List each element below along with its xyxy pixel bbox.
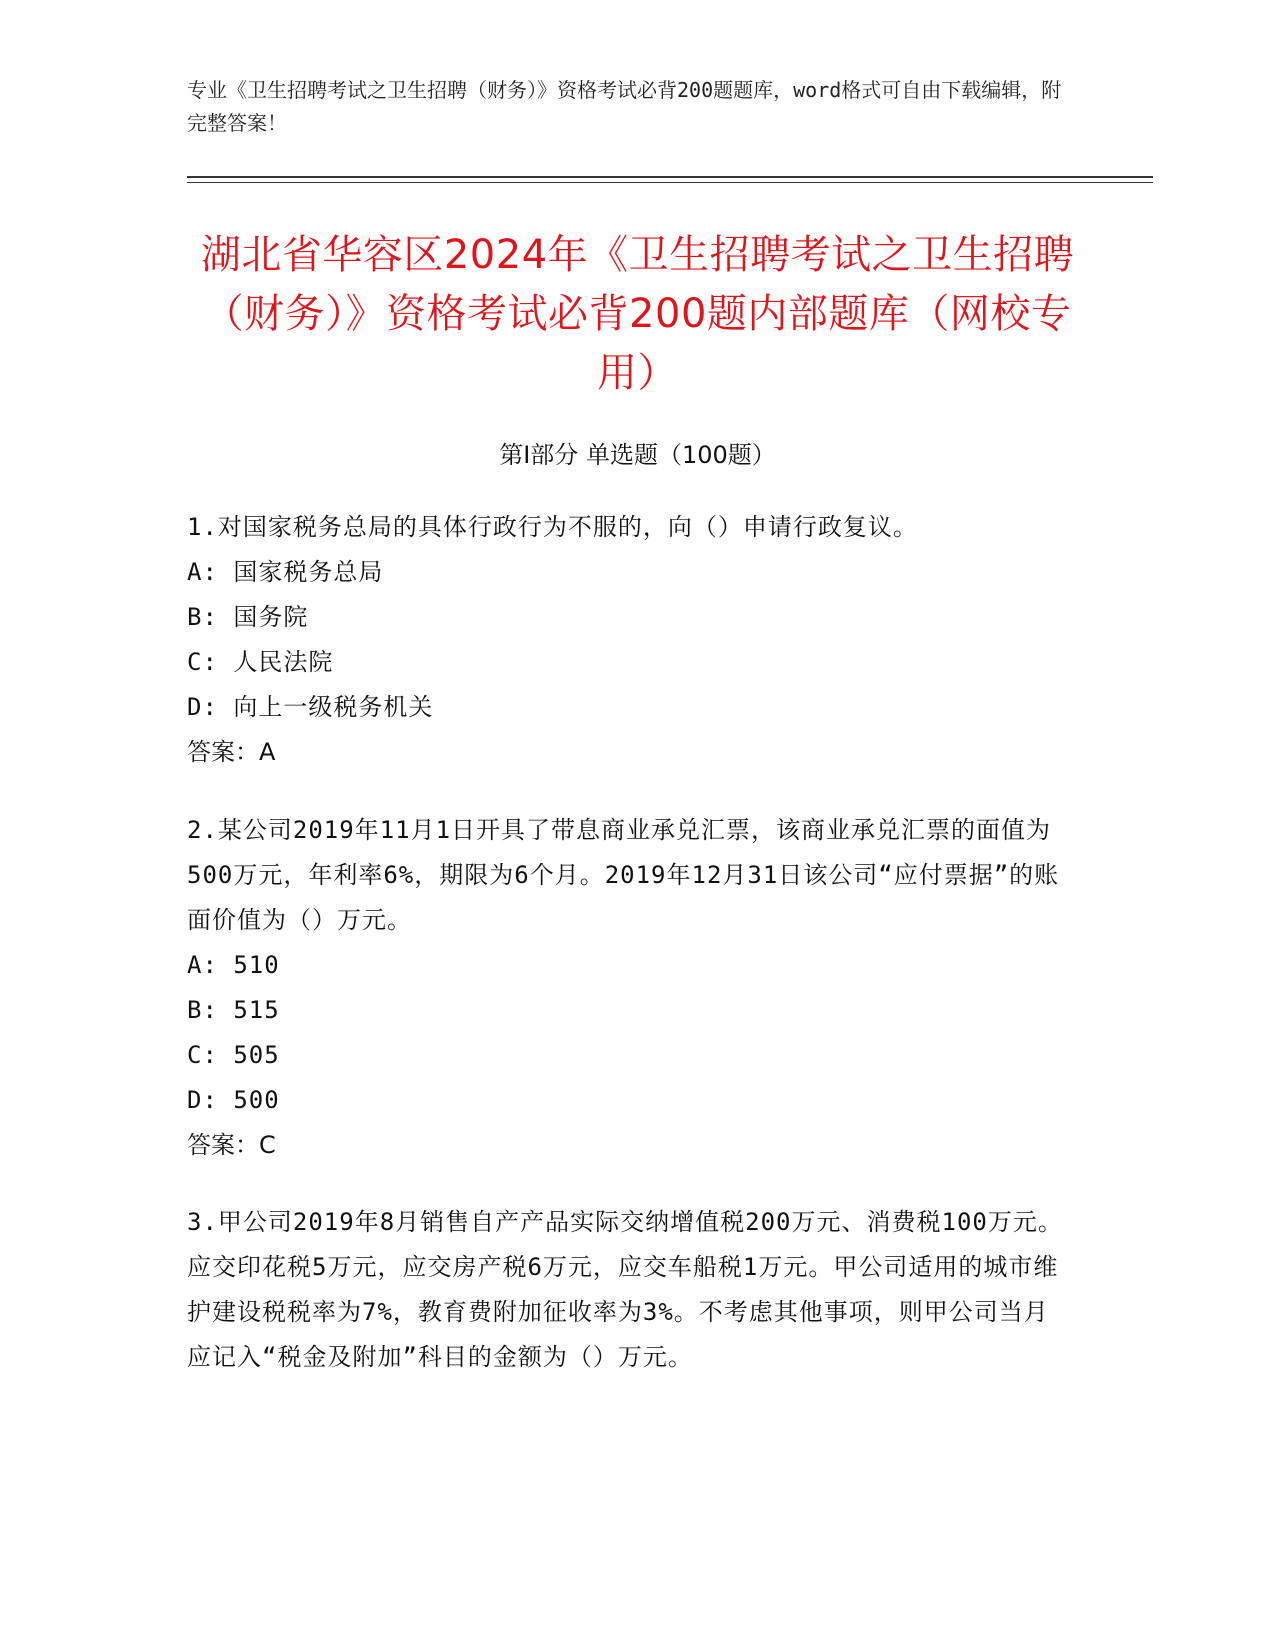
answer-line: 答案：C	[187, 1131, 276, 1159]
header-note: 专业《卫生招聘考试之卫生招聘（财务）》资格考试必背200题题库，word格式可自由下载编辑，附完整答案！	[187, 78, 1062, 135]
question-1	[187, 505, 1067, 775]
option-b: B: 515	[187, 996, 280, 1024]
section-heading: 第I部分 单选题（100题）	[499, 441, 776, 469]
question-stem: 3.甲公司2019年8月销售自产产品实际交纳增值税200万元、消费税100万元。应交印花税5万元，应交房产税6万元，应交车船税1万元。甲公司适用的城市维护建设税税率为7%，教育费附加征收率为3%。不考虑其他事项，则甲公司当月应记入“税金及附加”科目的金额为（）万元。	[187, 1208, 1063, 1371]
question-2	[187, 808, 1067, 1168]
document-title: 湖北省华容区2024年《卫生招聘考试之卫生招聘（财务）》资格考试必背200题内部题库（网校专用）	[200, 232, 1075, 396]
option-c: C: 505	[187, 1041, 280, 1069]
option-a: A: 510	[187, 951, 280, 979]
option-c: C: 人民法院	[187, 648, 334, 676]
option-a: A: 国家税务总局	[187, 558, 384, 586]
question-stem: 2.某公司2019年11月1日开具了带息商业承兑汇票，该商业承兑汇票的面值为500万元，年利率6%，期限为6个月。2019年12月31日该公司“应付票据”的账面价值为（）万元。	[187, 816, 1060, 934]
answer-line: 答案：A	[187, 738, 276, 766]
option-d: D: 500	[187, 1086, 280, 1114]
option-d: D: 向上一级税务机关	[187, 693, 434, 721]
question-stem: 1.对国家税务总局的具体行政行为不服的，向（）申请行政复议。	[187, 513, 918, 541]
header-divider-thick	[187, 176, 1153, 178]
question-3	[187, 1200, 1067, 1380]
option-b: B: 国务院	[187, 603, 309, 631]
header-divider-thin	[187, 182, 1153, 183]
